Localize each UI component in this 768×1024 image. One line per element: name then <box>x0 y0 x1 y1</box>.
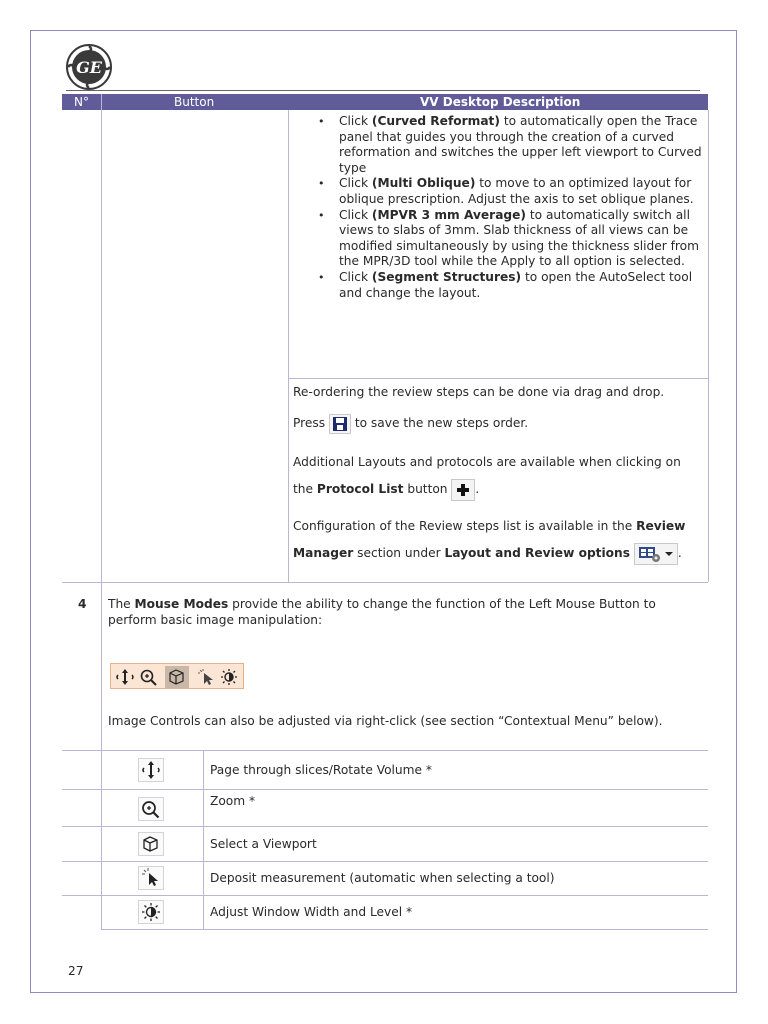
header-description: VV Desktop Description <box>420 95 581 109</box>
mode-description: Select a Viewport <box>210 837 317 851</box>
grid-line <box>62 789 708 790</box>
grid-line <box>288 110 289 582</box>
grid-line <box>62 750 708 751</box>
mode-description: Adjust Window Width and Level * <box>210 905 413 919</box>
select-viewport-icon <box>138 832 164 856</box>
deposit-measurement-icon[interactable] <box>197 668 215 686</box>
ge-logo <box>66 44 112 90</box>
mode-description: Deposit measurement (automatic when selecting a tool) <box>210 871 555 885</box>
grid-line <box>203 750 204 929</box>
window-level-icon[interactable] <box>219 668 239 686</box>
bullet-item: • Click (Multi Oblique) to move to an optimized layout for oblique prescription. Adjust the axis to set oblique planes. <box>316 176 704 207</box>
configuration-line1: Configuration of the Review steps list is available in the Review <box>293 519 686 533</box>
press-save-line: Press to save the new steps order. <box>293 412 528 434</box>
additional-layouts-line2: the Protocol List button . <box>293 478 479 501</box>
window-level-icon <box>138 900 164 924</box>
reorder-text: Re-ordering the review steps can be done via drag and drop. <box>293 385 665 399</box>
bullet-item: • Click (Curved Reformat) to automatically open the Trace panel that guides you through the creation of a curved reformation and switches the upper left viewport to Curved type <box>316 114 704 176</box>
layout-options-icon <box>634 543 678 565</box>
page-number: 27 <box>68 964 84 978</box>
plus-icon <box>451 479 475 501</box>
zoom-icon <box>138 797 164 821</box>
grid-line <box>101 94 102 582</box>
grid-line <box>101 750 102 929</box>
additional-layouts-line1: Additional Layouts and protocols are available when clicking on <box>293 455 681 469</box>
mode-description: Zoom * <box>210 794 256 808</box>
mouse-modes-toolbar[interactable] <box>110 663 244 689</box>
bullet-item: • Click (MPVR 3 mm Average) to automatically switch all views to slabs of 3mm. Slab thickness of all views can be modified simultaneously by using the thickness slider from the MPR/3D tool while the Apply to all option is selected. <box>316 208 704 270</box>
grid-line <box>101 929 708 930</box>
image-controls-note: Image Controls can also be adjusted via right-click (see section “Contextual Menu” below). <box>108 714 663 728</box>
svg-text:GE: GE <box>76 58 102 77</box>
grid-line <box>101 582 102 750</box>
header-number: N° <box>74 95 89 109</box>
zoom-icon[interactable] <box>139 668 159 686</box>
header-rule <box>66 90 700 91</box>
grid-line <box>62 895 708 896</box>
page-slices-icon <box>138 758 164 782</box>
grid-line <box>708 110 709 582</box>
step-number: 4 <box>78 597 87 611</box>
mouse-modes-intro: The Mouse Modes provide the ability to change the function of the Left Mouse Button to perform basic image manipulation: <box>108 597 656 627</box>
deposit-measurement-icon <box>138 866 164 890</box>
configuration-line2: Manager section under Layout and Review options . <box>293 542 682 565</box>
grid-line <box>62 826 708 827</box>
select-viewport-icon[interactable] <box>165 666 189 688</box>
header-button: Button <box>174 95 215 109</box>
grid-line <box>62 582 708 583</box>
mode-description: Page through slices/Rotate Volume * <box>210 763 432 777</box>
save-icon <box>329 414 351 434</box>
page-slices-icon[interactable] <box>115 668 135 686</box>
grid-line <box>288 378 708 379</box>
table-header <box>62 94 708 110</box>
grid-line <box>62 861 708 862</box>
bullet-item: • Click (Segment Structures) to open the AutoSelect tool and change the layout. <box>316 270 704 301</box>
